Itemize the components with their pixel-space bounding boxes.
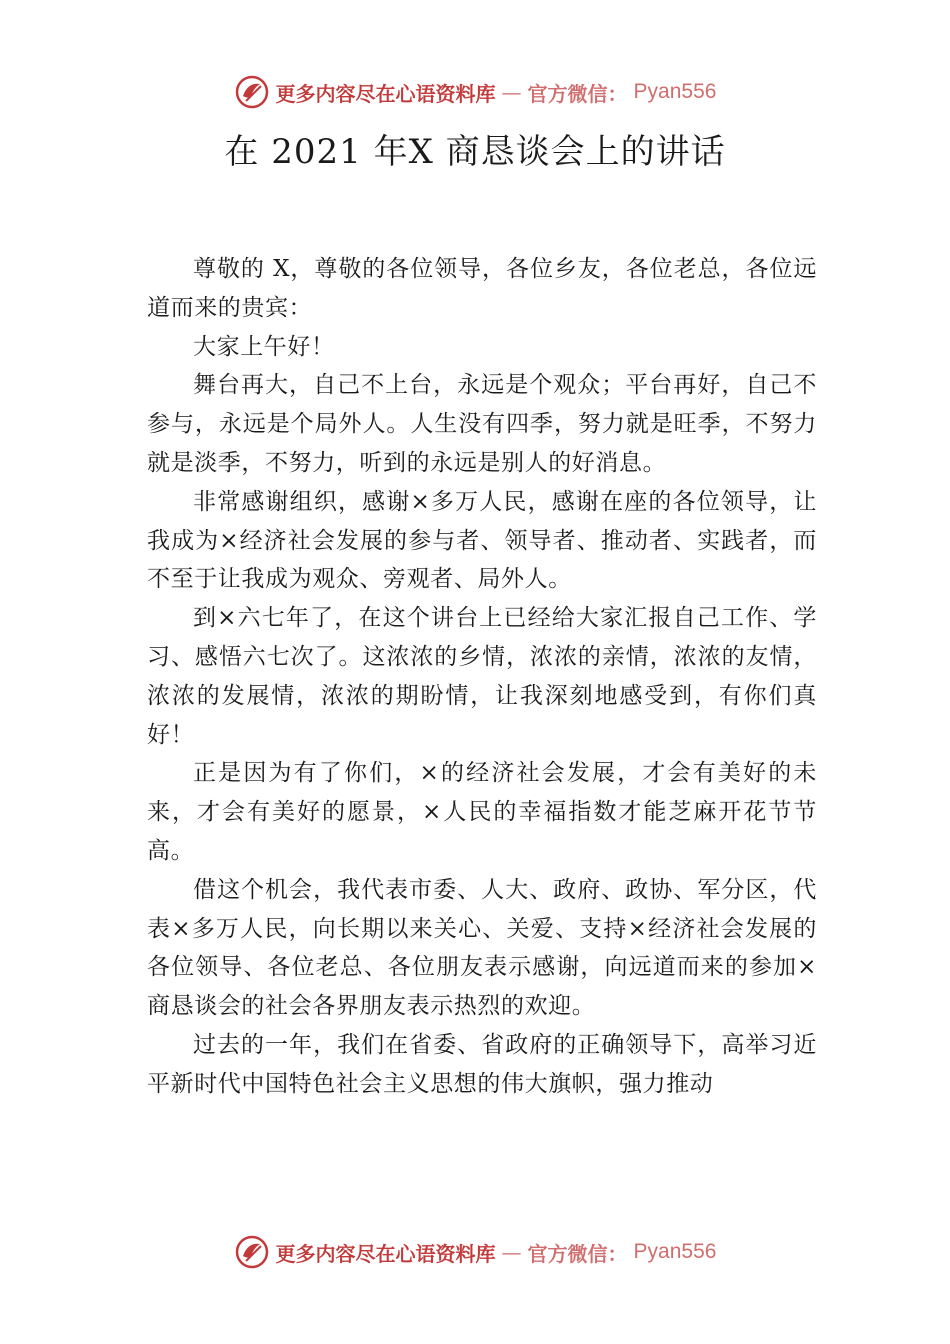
paragraph: 大家上午好！ [193, 333, 335, 360]
banner-wechat-id: Pyan556 [633, 1240, 717, 1263]
document-title: 在 2021 年X 商恳谈会上的讲话 [224, 132, 726, 172]
logo-icon [234, 1234, 270, 1270]
paragraph: 正是因为有了你们，×的经济社会发展，才会有美好的未来，才会有美好的愿景，×人民的幸福指数才能芝麻开花节节高。 [147, 760, 817, 864]
paragraph: 过去的一年，我们在省委、省政府的正确领导下，高举习近平新时代中国特色社会主义思想的伟大旗帜，强力推动 [147, 1031, 817, 1097]
banner-text: 更多内容尽在心语资料库 [275, 81, 496, 106]
paragraph: 非常感谢组织，感谢×多万人民，感谢在座的各位领导，让我成为×经济社会发展的参与者、领导者、推动者、实践者，而不至于让我成为观众、旁观者、局外人。 [147, 488, 817, 593]
banner-wechat-id: Pyan556 [633, 80, 717, 103]
banner-text: 更多内容尽在心语资料库 [275, 1241, 496, 1266]
logo-icon [234, 74, 270, 110]
banner-wechat-label: 官方微信： [527, 1241, 628, 1266]
paragraph: 舞台再大，自己不上台，永远是个观众；平台再好，自己不参与，永远是个局外人。人生没有四季，努力就是旺季，不努力就是淡季，不努力，听到的永远是别人的好消息。 [147, 372, 817, 476]
header-watermark-banner [0, 70, 950, 114]
document-body [147, 250, 817, 1104]
paragraph: 尊敬的 X，尊敬的各位领导，各位乡友，各位老总，各位远道而来的贵宾： [147, 256, 817, 321]
banner-wechat-label: 官方微信： [527, 81, 628, 106]
paragraph: 到×六七年了，在这个讲台上已经给大家汇报自己工作、学习、感悟六七次了。这浓浓的乡情，浓浓的亲情，浓浓的友情，浓浓的发展情，浓浓的期盼情，让我深刻地感受到，有你们真好！ [147, 605, 817, 748]
footer-watermark-banner [0, 1230, 950, 1274]
banner-separator: — [501, 80, 522, 104]
banner-separator: — [501, 1240, 522, 1264]
paragraph: 借这个机会，我代表市委、人大、政府、政协、军分区，代表×多万人民，向长期以来关心、关爱、支持×经济社会发展的各位领导、各位老总、各位朋友表示感谢，向远道而来的参加×商恳谈会的社会各界朋友表示热烈的欢迎。 [147, 876, 817, 1020]
